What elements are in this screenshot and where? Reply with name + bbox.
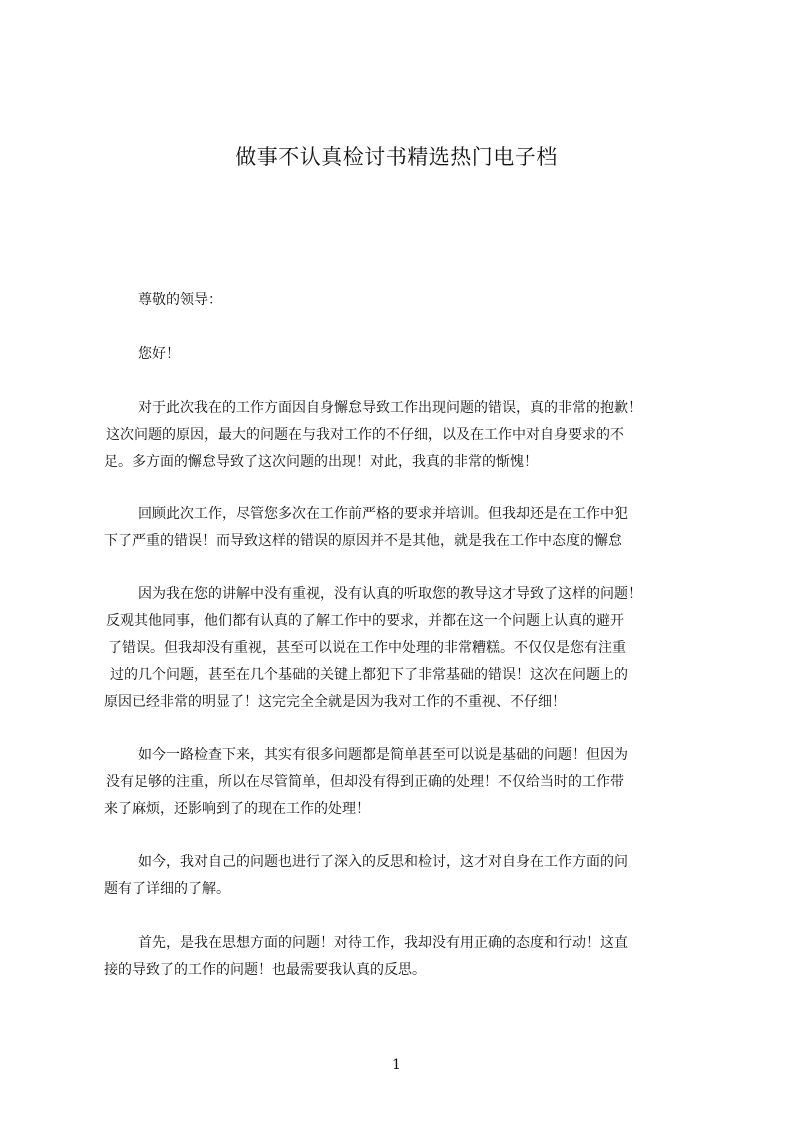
greeting: 您好！ bbox=[138, 346, 180, 362]
paragraph-line: 了错误。但我却没有重视，甚至可以说在工作中处理的非常糟糕。不仅仅是您有注重 bbox=[108, 640, 626, 656]
page-number: 1 bbox=[392, 1057, 401, 1073]
paragraph-line: 下了严重的错误！而导致这样的错误的原因并不是其他，就是我在工作中态度的懈怠 bbox=[104, 533, 622, 549]
paragraph-line: 足。多方面的懈怠导致了这次问题的出现！对此，我真的非常的惭愧！ bbox=[104, 454, 538, 470]
paragraph-line: 首先，是我在思想方面的问题！对待工作，我却没有用正确的态度和行动！这直 bbox=[138, 935, 628, 951]
paragraph-line: 因为我在您的讲解中没有重视，没有认真的听取您的教导这才导致了这样的问题！ bbox=[138, 586, 642, 602]
paragraph-line: 没有足够的注重，所以在尽管简单，但却没有得到正确的处理！不仅给当时的工作带 bbox=[106, 774, 624, 790]
paragraph-line: 如今一路检查下来，其实有很多问题都是简单甚至可以说是基础的问题！但因为 bbox=[138, 747, 628, 763]
paragraph-line: 接的导致了的工作的问题！也最需要我认真的反思。 bbox=[104, 962, 426, 978]
paragraph-line: 如今，我对自己的问题也进行了深入的反思和检讨，这才对自身在工作方面的问 bbox=[138, 854, 628, 870]
paragraph-line: 这次问题的原因，最大的问题在与我对工作的不仔细，以及在工作中对自身要求的不 bbox=[106, 427, 624, 443]
paragraph-line: 过的几个问题，甚至在几个基础的关键上都犯下了非常基础的错误！这次在问题上的 bbox=[110, 667, 628, 683]
paragraph-line: 反观其他同事，他们都有认真的了解工作中的要求，并都在这一个问题上认真的避开 bbox=[106, 613, 624, 629]
paragraph-line: 原因已经非常的明显了！这完完全全就是因为我对工作的不重视、不仔细！ bbox=[104, 694, 566, 710]
paragraph-line: 来了麻烦，还影响到了的现在工作的处理！ bbox=[104, 801, 370, 817]
document-title: 做事不认真检讨书精选热门电子档 bbox=[235, 145, 558, 169]
paragraph-line: 对于此次我在的工作方面因自身懈怠导致工作出现问题的错误，真的非常的抱歉！ bbox=[138, 400, 642, 416]
salutation: 尊敬的领导： bbox=[138, 292, 222, 308]
paragraph-line: 题有了详细的了解。 bbox=[104, 881, 230, 897]
paragraph-line: 回顾此次工作，尽管您多次在工作前严格的要求并培训。但我却还是在工作中犯 bbox=[138, 506, 628, 522]
